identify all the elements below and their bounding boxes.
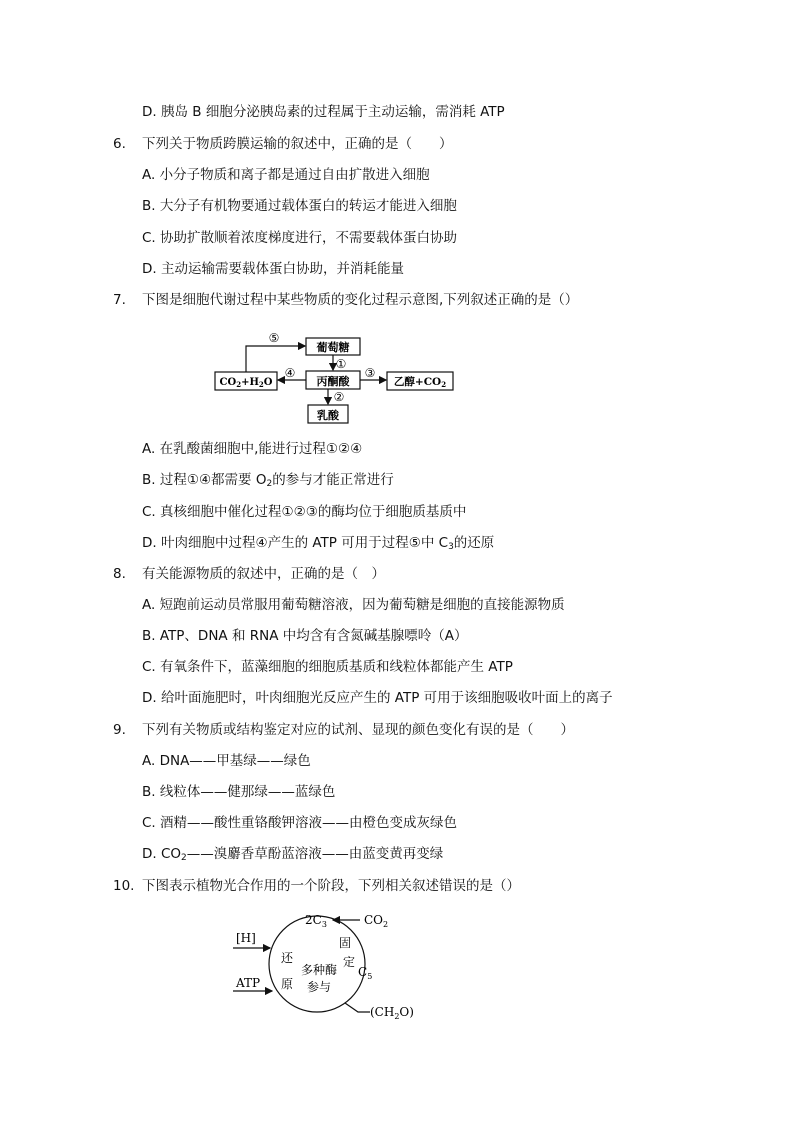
q8-number: 8.: [113, 566, 126, 582]
q9-option-b: B. 线粒体——健那绿——蓝绿色: [142, 784, 336, 800]
calvin-cycle-diagram: [230, 904, 420, 1024]
reduction-char-1: 还: [281, 951, 294, 965]
ch2o-label: $(CH_2O)$: [370, 1005, 414, 1021]
lactate-label: 乳酸: [317, 409, 339, 422]
q7-number: 7.: [113, 292, 126, 308]
q7-option-a: A. 在乳酸菌细胞中,能进行过程①②④: [142, 441, 363, 457]
co2-label: $CO_2$: [364, 913, 389, 929]
q7-option-d: D. 叶肉细胞中过程④产生的 ATP 可用于过程⑤中 $C_3$的还原: [142, 535, 495, 552]
q6-option-c: C. 协助扩散顺着浓度梯度进行，不需要载体蛋白协助: [142, 230, 458, 246]
glucose-label: 葡萄糖: [316, 341, 350, 354]
c3-label: $2C_3$: [305, 913, 327, 929]
q6-option-d: D. 主动运输需要载体蛋白协助，并消耗能量: [142, 261, 404, 277]
q10-number: 10.: [113, 878, 135, 894]
co2-h2o-label: $CO_2+H_2O$: [219, 377, 273, 389]
q8-option-a: A. 短跑前运动员常服用葡萄糖溶液，因为葡萄糖是细胞的直接能源物质: [142, 597, 565, 613]
step-2-label: ②: [333, 390, 345, 404]
q9-option-c: C. 酒精——酸性重铬酸钾溶液——由橙色变成灰绿色: [142, 815, 458, 831]
q6-option-a: A. 小分子物质和离子都是通过自由扩散进入细胞: [142, 167, 430, 183]
q6-option-b: B. 大分子有机物要通过载体蛋白的转运才能进入细胞: [142, 198, 457, 214]
q7-option-c: C. 真核细胞中催化过程①②③的酶均位于细胞质基质中: [142, 504, 467, 520]
ethanol-co2-label: 乙醇+CO2: [393, 376, 447, 389]
q8-option-d: D. 给叶面施肥时，叶肉细胞光反应产生的 ATP 可用于该细胞吸收叶面上的离子: [142, 690, 613, 706]
enzymes-label-1: 多种酶: [300, 963, 338, 977]
step-3-label: ③: [364, 366, 376, 380]
q9-option-d: D. $CO_2——$溴麝香草酚蓝溶液——由蓝变黄再变绿: [142, 846, 444, 863]
step-1-label: ①: [335, 357, 347, 371]
q8-stem: 有关能源物质的叙述中，正确的是（ ）: [142, 566, 385, 582]
c5-label: $C_5$: [358, 965, 373, 981]
q6-stem: 下列关于物质跨膜运输的叙述中，正确的是（ ）: [142, 136, 453, 152]
step-5-label: ⑤: [268, 331, 280, 345]
reduction-char-2: 原: [281, 977, 294, 991]
atp-label: ATP: [236, 976, 261, 990]
step-4-label: ④: [284, 366, 296, 380]
q7-option-b: B. 过程①④都需要 $O_2$的参与才能正常进行: [142, 472, 394, 489]
q10-stem: 下图表示植物光合作用的一个阶段，下列相关叙述错误的是（）: [142, 878, 520, 894]
metabolism-diagram: [210, 326, 460, 426]
q5-option-d: D. 胰岛 B 细胞分泌胰岛素的过程属于主动运输，需消耗 ATP: [142, 104, 505, 120]
q9-number: 9.: [113, 722, 126, 738]
nadph-label: [H]: [236, 931, 256, 945]
q7-stem: 下图是细胞代谢过程中某些物质的变化过程示意图,下列叙述正确的是（）: [142, 292, 579, 308]
q8-option-b: B. ATP、DNA 和 RNA 中均含有含氮碱基腺嘌呤（A）: [142, 628, 468, 644]
q9-stem: 下列有关物质或结构鉴定对应的试剂、显现的颜色变化有误的是（ ）: [142, 722, 574, 738]
fixation-char-1: 固: [339, 936, 352, 950]
enzymes-label-2: 参与: [306, 980, 332, 994]
fixation-char-2: 定: [343, 955, 356, 969]
q6-number: 6.: [113, 136, 126, 152]
q8-option-c: C. 有氧条件下，蓝藻细胞的细胞质基质和线粒体都能产生 ATP: [142, 659, 513, 675]
pyruvate-label: 丙酮酸: [316, 375, 350, 388]
q9-option-a: A. DNA——甲基绿——绿色: [142, 753, 311, 769]
